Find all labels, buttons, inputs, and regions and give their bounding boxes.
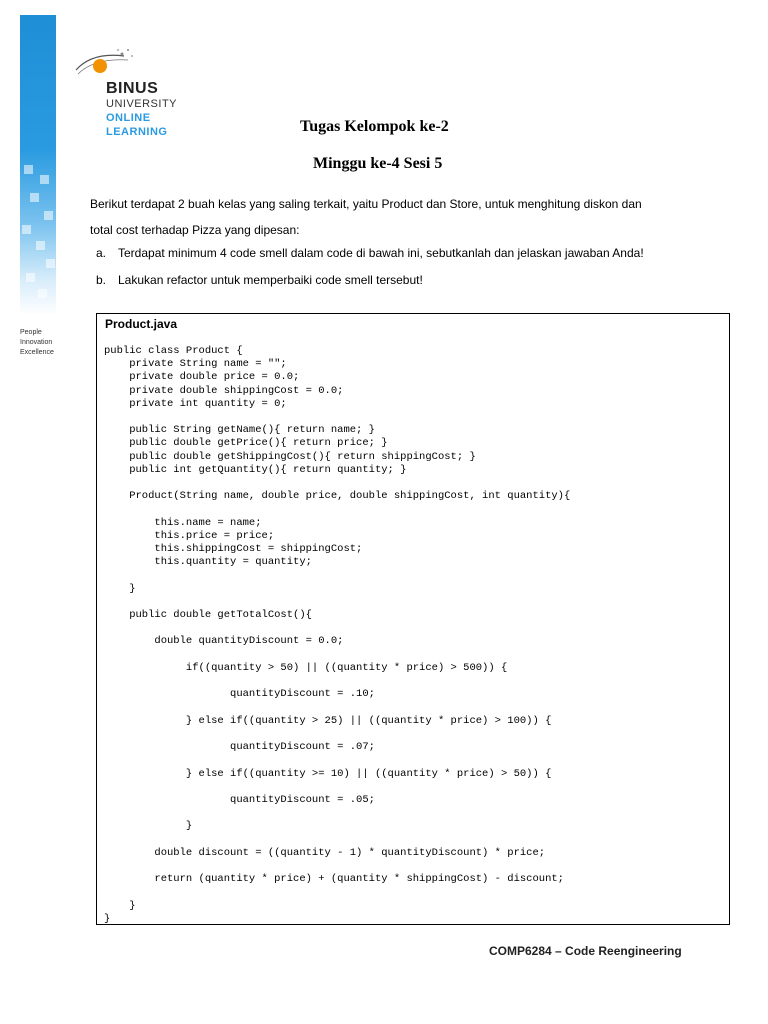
task-item-a [96, 240, 696, 267]
code-line: private double price = 0.0; [129, 371, 300, 384]
binus-logo [72, 46, 192, 146]
code-line: public double getPrice(){ return price; } [129, 437, 388, 450]
code-line: return (quantity * price) + (quantity * shippingCost) - discount; [154, 873, 564, 886]
tagline-people: People [20, 329, 42, 336]
tagline-excellence: Excellence [20, 349, 54, 356]
code-box [96, 313, 730, 925]
code-line: public String getName(){ return name; } [129, 424, 375, 437]
tagline-innovation: Innovation [20, 339, 53, 346]
task-text: Lakukan refactor untuk memperbaiki code smell tersebut! [118, 273, 423, 287]
code-line: quantityDiscount = .07; [230, 741, 375, 754]
code-block [104, 345, 570, 926]
code-line: } else if((quantity > 25) || ((quantity * price) > 100)) { [185, 714, 552, 727]
code-line: } else if((quantity >= 10) || ((quantity * price) > 50)) { [185, 767, 552, 780]
task-marker: b. [96, 273, 107, 287]
code-line: quantityDiscount = .10; [230, 688, 375, 701]
code-line: } [104, 912, 111, 925]
page-subtitle: Minggu ke-4 Sesi 5 [313, 155, 443, 172]
page-title: Tugas Kelompok ke-2 [300, 118, 449, 135]
code-line: Product(String name, double price, double shippingCost, int quantity){ [129, 490, 571, 503]
code-line: private int quantity = 0; [129, 397, 287, 410]
task-list [96, 240, 696, 294]
code-line: } [185, 820, 193, 833]
code-filename: Product.java [105, 317, 178, 331]
code-line: private String name = ""; [129, 358, 287, 371]
task-marker: a. [96, 246, 107, 260]
code-line: public double getShippingCost(){ return shippingCost; } [129, 450, 476, 463]
task-text: Terdapat minimum 4 code smell dalam code di bawah ini, sebutkanlah dan jelaskan jawaban Anda! [118, 246, 644, 260]
code-line: public double getTotalCost(){ [129, 609, 312, 622]
code-line: this.price = price; [154, 529, 275, 542]
logo-university: UNIVERSITY [106, 98, 178, 110]
code-line: public int getQuantity(){ return quantity; } [129, 463, 407, 476]
code-line: public class Product { [104, 345, 243, 357]
course-footer: COMP6284 – Code Reengineering [489, 944, 682, 958]
code-line: double quantityDiscount = 0.0; [154, 635, 344, 648]
code-line: this.name = name; [154, 516, 262, 529]
code-line: double discount = ((quantity - 1) * quantityDiscount) * price; [154, 846, 546, 859]
code-line: this.shippingCost = shippingCost; [154, 543, 363, 556]
code-line: } [129, 582, 136, 595]
intro-paragraph [90, 191, 690, 243]
decorative-side-strip [20, 15, 56, 315]
intro-line-1: Berikut terdapat 2 buah kelas yang saling terkait, yaitu Product dan Store, untuk menghitung diskon dan [90, 197, 642, 211]
code-line: this.quantity = quantity; [154, 556, 312, 569]
code-line: if((quantity > 50) || ((quantity * price) > 500)) { [185, 661, 508, 674]
strip-pattern [20, 15, 56, 315]
code-line: private double shippingCost = 0.0; [129, 384, 344, 397]
logo-online: ONLINE [106, 112, 151, 124]
brand-tagline [20, 328, 54, 358]
code-line: quantityDiscount = .05; [230, 793, 375, 806]
logo-learning: LEARNING [106, 126, 168, 138]
logo-wordmark: BINUS [106, 80, 159, 97]
code-line: } [129, 899, 136, 912]
intro-line-2: total cost terhadap Pizza yang dipesan: [90, 223, 300, 237]
task-item-b [96, 267, 696, 294]
